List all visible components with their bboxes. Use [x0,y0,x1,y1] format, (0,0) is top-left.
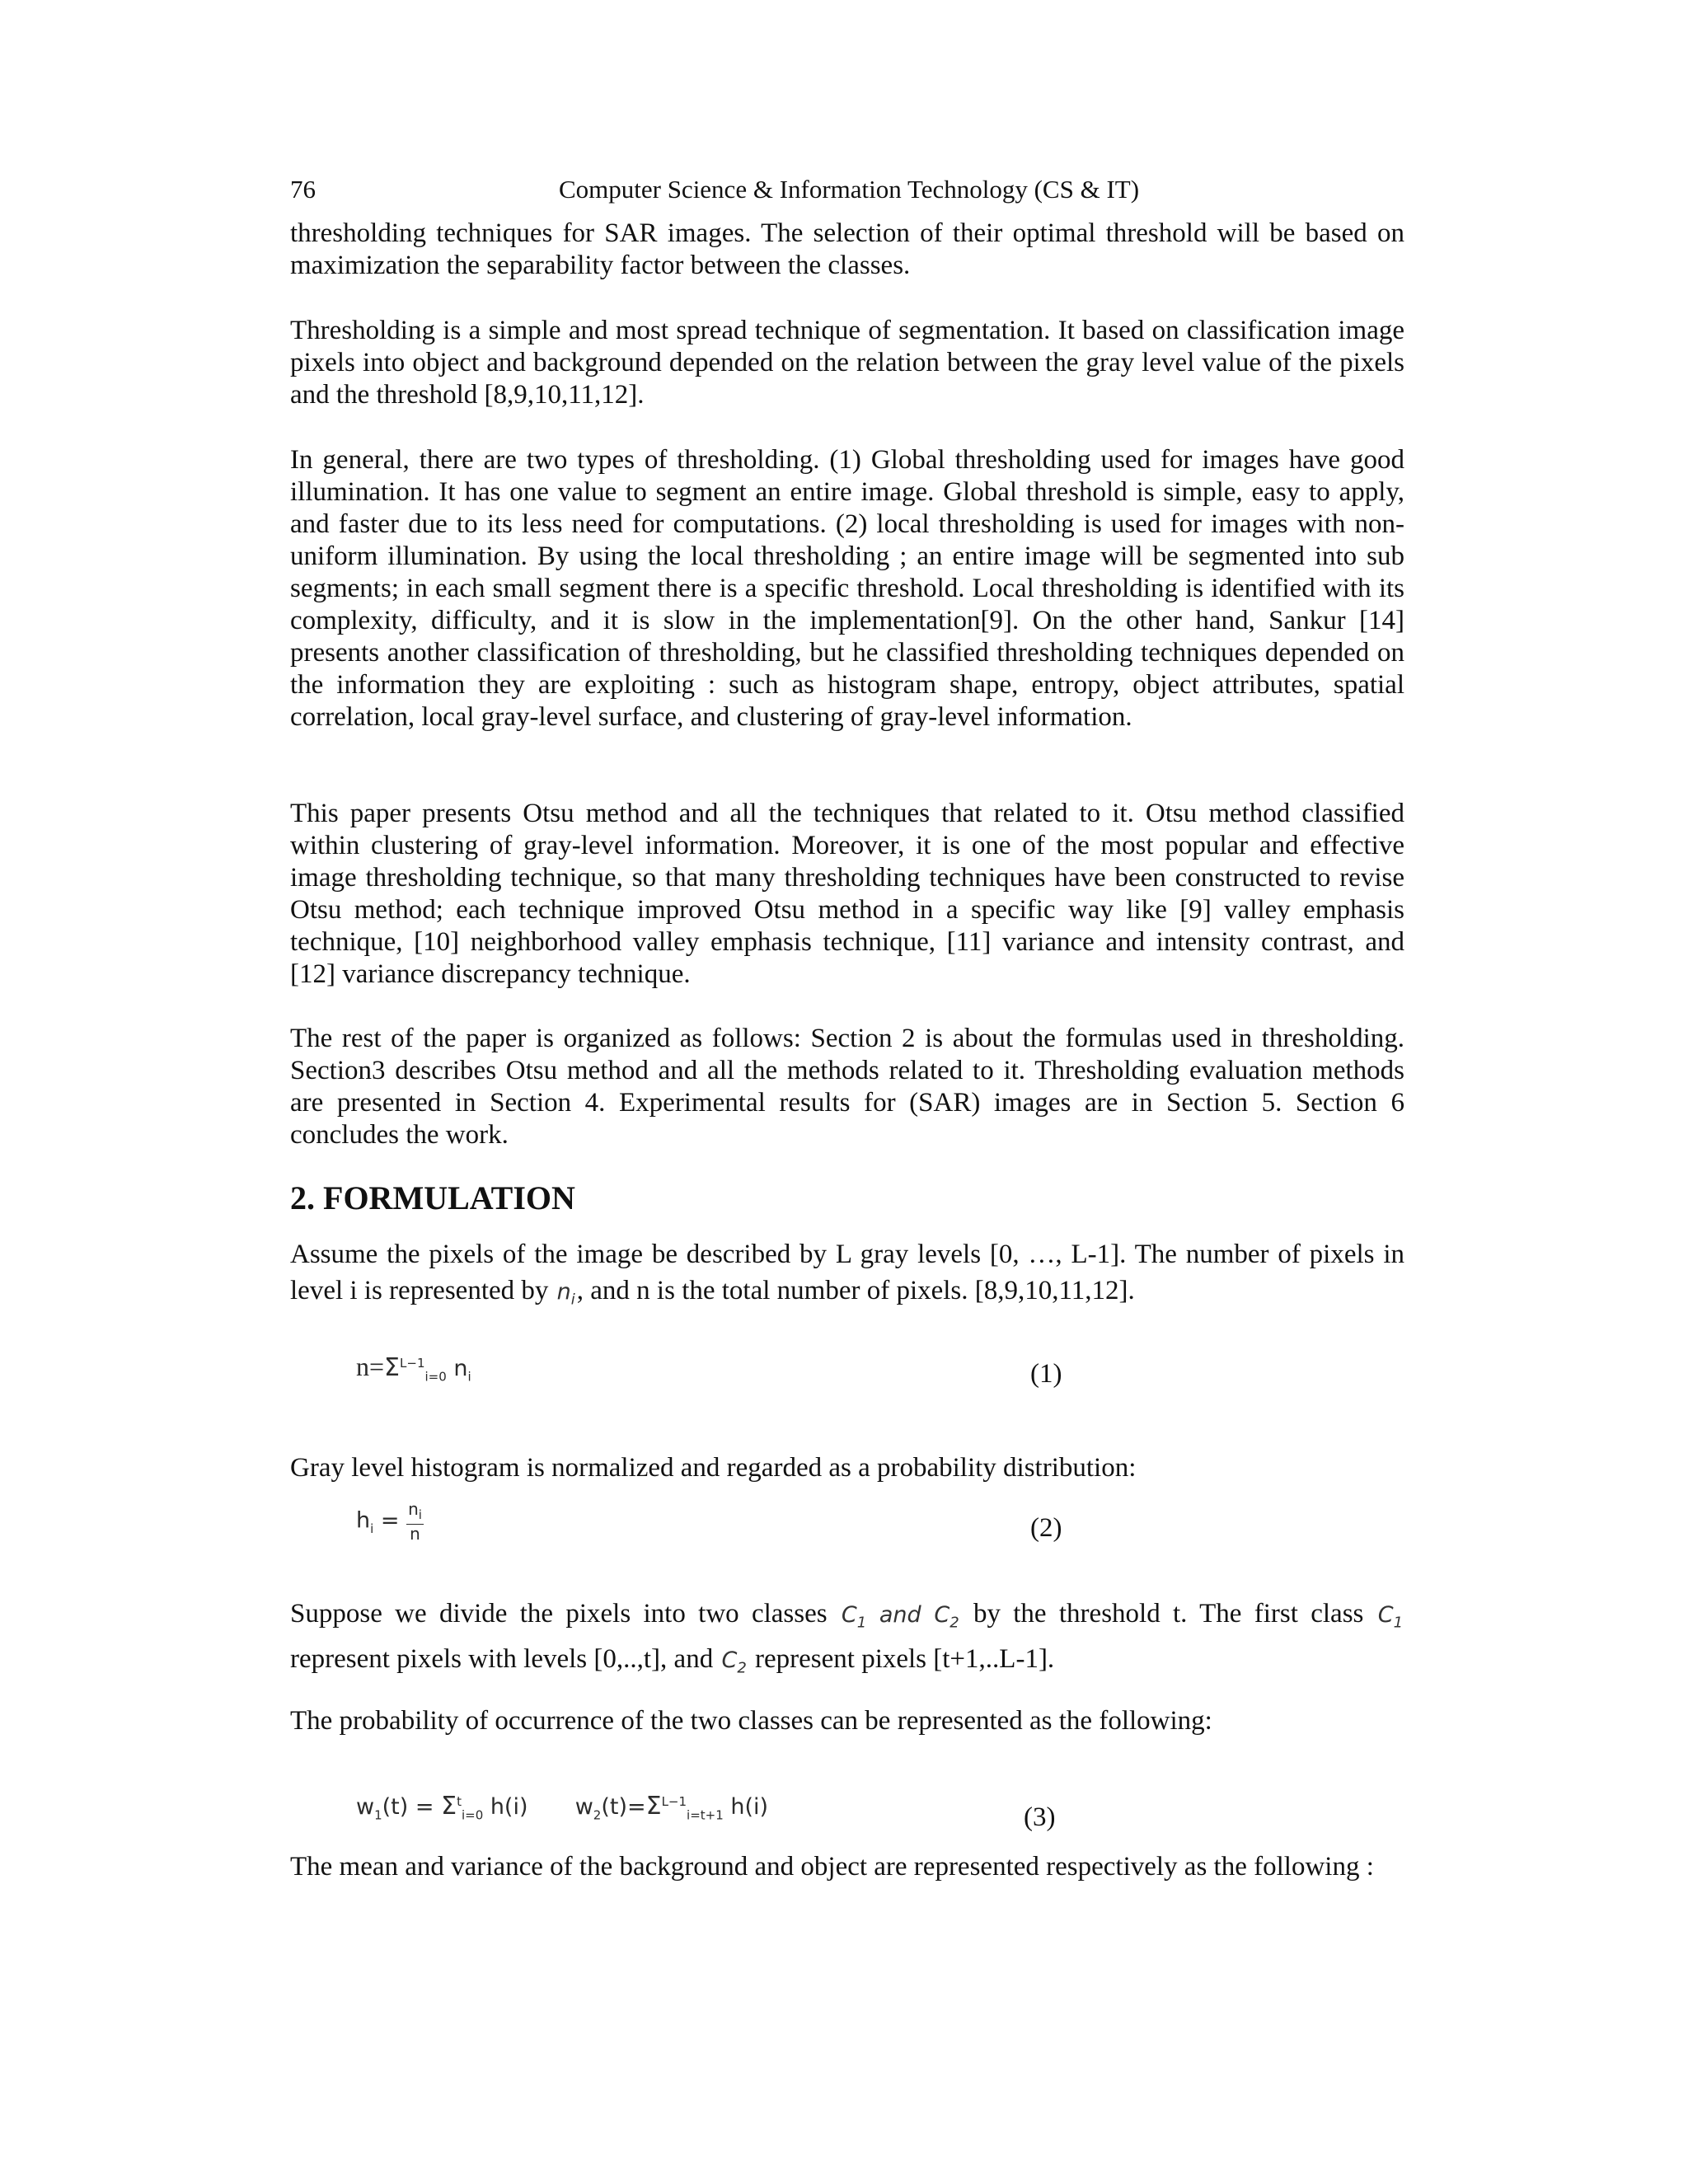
eq1-upper-limit: L−1 [400,1356,425,1371]
eq2-equals: = [373,1507,407,1534]
eq3-w2-arg: (t)= [601,1794,646,1820]
equation-3 [356,1792,1098,1822]
symbol-c1-second [1376,1602,1404,1632]
symbol-c1-sub: 1 [856,1614,867,1632]
equation-1-number: (1) [1030,1359,1062,1389]
eq2-denominator: n [410,1524,420,1544]
gray-levels-text-a: Assume the pixels of the image be described by L gray levels [0, …, L-1]. The number of pixels in level i is represented by [290,1240,1404,1305]
page-header [290,171,1408,208]
symbol-n-sub: i [570,1291,575,1309]
eq1-term: n [446,1356,468,1381]
symbol-c2-second [720,1647,748,1677]
symbol-n-i [556,1279,577,1309]
eq3-upper-limit-1: t [457,1794,462,1809]
eq3-sigma-2: Σ [645,1792,662,1821]
eq3-lower-limit-1: i=0 [461,1807,484,1823]
paragraph-two-classes [290,1596,1404,1687]
eq2-fraction [406,1500,424,1543]
eq3-w1-sub: 1 [374,1807,382,1823]
eq1-sigma: Σ [384,1353,401,1382]
paragraph-paper-organization: The rest of the paper is organized as follows: Section 2 is about the formulas used in thresholding. Section3 describes Otsu method and all the methods related to it. Thresholding evaluation methods are presented in Section 4. Experimental results for (SAR) images are in Section 5. Section 6 concludes the work. [290,1024,1404,1150]
two-classes-text-a: Suppose we divide the pixels into two classes [290,1599,828,1629]
eq3-w2: w [574,1794,593,1820]
eq3-term-2: h(i) [723,1794,769,1820]
symbol-and: and [866,1602,935,1628]
eq3-w1: w [356,1794,375,1820]
eq2-lhs: h [356,1507,371,1534]
equation-2 [356,1500,1098,1543]
symbol-c2-repeat: C [721,1647,738,1674]
eq2-lhs-sub: i [370,1521,374,1536]
eq3-lower-limit-2: i=t+1 [687,1807,724,1823]
symbol-c2-sub: 2 [950,1614,959,1632]
symbol-c2-repeat-sub: 2 [737,1659,747,1677]
section-heading-formulation [290,1179,575,1218]
eq3-upper-limit-2: L−1 [661,1794,687,1809]
equation-2-number: (2) [1030,1513,1062,1543]
eq2-numerator-n: n [408,1499,419,1519]
section-number: 2. [290,1179,315,1216]
eq3-term-1: h(i) [483,1794,528,1820]
eq2-numerator-sub: i [418,1507,422,1522]
two-classes-text-c: represent pixels with levels [0,..,t], and [290,1644,714,1675]
page-number: 76 [290,175,316,204]
equation-3-number: (3) [1024,1802,1056,1832]
eq1-term-sub: i [467,1369,471,1385]
journal-title: Computer Science & Information Technology (CS & IT) [558,175,1140,204]
paragraph-mean-variance: The mean and variance of the background and object are represented respectively as the following : [290,1852,1374,1882]
equation-1 [356,1352,1098,1384]
two-classes-text-d: represent pixels [t+1,..L-1]. [755,1644,1055,1675]
eq3-sigma-1: Σ [441,1792,457,1821]
symbol-c1-repeat-sub: 1 [1393,1614,1404,1632]
section-title-first-letter: F [323,1179,344,1216]
section-title-rest: ORMULATION [343,1179,575,1216]
paragraph-probability-occurrence: The probability of occurrence of the two classes can be represented as the following: [290,1706,1212,1736]
paragraph-gray-levels [290,1236,1404,1318]
eq2-numerator [406,1500,424,1525]
two-classes-text-b: by the threshold t. The first class [973,1599,1364,1629]
eq1-lower-limit: i=0 [424,1369,447,1385]
eq1-lhs: n= [356,1352,385,1381]
symbol-n: n [556,1279,571,1305]
paragraph-histogram-normalized: Gray level histogram is normalized and regarded as a probability distribution: [290,1453,1137,1483]
symbol-c2: C [934,1602,950,1628]
symbol-c1: C [841,1602,857,1628]
eq3-w2-sub: 2 [593,1807,602,1823]
gray-levels-text-b: , and n is the total number of pixels. [8,9,10,11,12]. [576,1276,1135,1305]
paragraph-intro-continuation: thresholding techniques for SAR images. The selection of their optimal threshold will be based on maximization the separability factor between the classes. [290,218,1404,280]
symbol-c1-repeat: C [1377,1602,1394,1628]
symbol-c1-and-c2 [840,1602,961,1632]
paragraph-otsu-overview: This paper presents Otsu method and all the techniques that related to it. Otsu method classified within clustering of gray-level information. Moreover, it is one of the most popular and effective image thresholding technique, so that many thresholding techniques have been constructed to revise Otsu method; each technique improved Otsu method in a specific way like [9] valley emphasis technique, [10] neighborhood valley emphasis technique, [11] variance and intensity contrast, and [12] variance discrepancy technique. [290,799,1404,989]
paragraph-thresholding-definition: Thresholding is a simple and most spread technique of segmentation. It based on classification image pixels into object and background depended on the relation between the gray level value of the pixels and the threshold [8,9,10,11,12]. [290,316,1404,410]
eq3-w1-arg: (t) = [382,1794,442,1820]
paragraph-thresholding-types: In general, there are two types of thresholding. (1) Global thresholding used for images have good illumination. It has one value to segment an entire image. Global threshold is simple, easy to apply, and faster due to its less need for computations. (2) local thresholding is used for images with non-uniform illumination. By using the local thresholding ; an entire image will be segmented into sub segments; in each small segment there is a specific threshold. Local thresholding is identified with its complexity, difficulty, and it is slow in the implementation[9]. On the other hand, Sankur [14] presents another classification of thresholding, but he classified thresholding techniques depended on the information they are exploiting : such as histogram shape, entropy, object attributes, spatial correlation, local gray-level surface, and clustering of gray-level information. [290,445,1404,732]
